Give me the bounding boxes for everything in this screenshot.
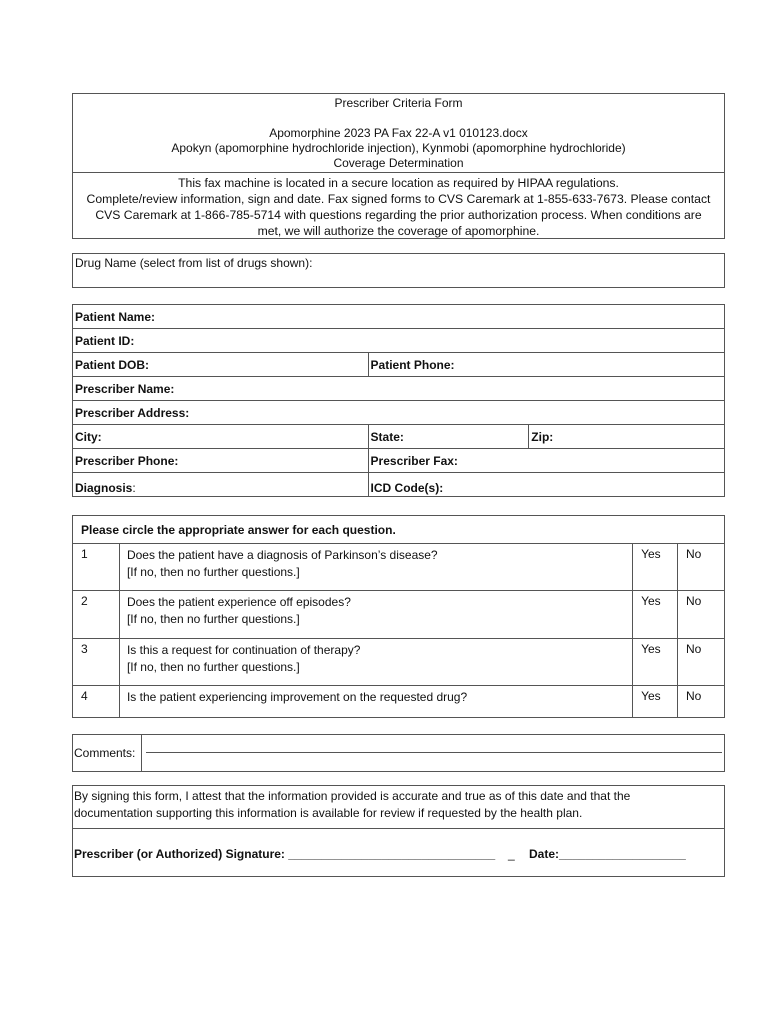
drug-list: Apokyn (apomorphine hydrochloride injection), Kynmobi (apomorphine hydrochloride) — [171, 141, 626, 155]
diagnosis-colon: : — [132, 481, 136, 495]
comments-label: Comments: — [74, 746, 136, 760]
question-cell — [119, 591, 632, 639]
attestation-divider — [73, 828, 724, 829]
prescriber-phone-field[interactable]: Prescriber Phone: — [73, 449, 369, 473]
question-cell — [119, 544, 632, 591]
patient-id-field[interactable]: Patient ID: — [73, 329, 725, 353]
date-field[interactable]: Date:___________________ — [529, 847, 686, 861]
question-note: [If no, then no further questions.] — [126, 612, 300, 626]
answer-no[interactable]: No — [678, 544, 725, 591]
questions-table — [72, 515, 725, 718]
diagnosis-field[interactable] — [73, 473, 369, 497]
signature-mark: _ — [508, 847, 515, 861]
notice-line: This fax machine is located in a secure location as required by HIPAA regulations. — [178, 176, 619, 190]
attestation-box — [72, 785, 725, 877]
question-number: 4 — [73, 686, 120, 718]
prescriber-fax-field[interactable]: Prescriber Fax: — [368, 449, 724, 473]
city-field[interactable]: City: — [73, 425, 369, 449]
question-text: Is this a request for continuation of therapy? — [126, 643, 361, 657]
question-number: 3 — [73, 639, 120, 686]
prescriber-address-field[interactable]: Prescriber Address: — [73, 401, 725, 425]
question-text: Does the patient have a diagnosis of Parkinson’s disease? — [126, 548, 438, 562]
questions-heading: Please circle the appropriate answer for each question. — [73, 516, 725, 544]
patient-phone-field[interactable]: Patient Phone: — [368, 353, 724, 377]
document-name: Apomorphine 2023 PA Fax 22-A v1 010123.docx — [269, 126, 528, 140]
comments-box — [72, 734, 725, 772]
notice-line: CVS Caremark at 1-866-785-5714 with questions regarding the prior authorization process. When conditions are — [95, 208, 702, 222]
zip-field[interactable]: Zip: — [529, 425, 725, 449]
answer-yes[interactable]: Yes — [633, 639, 678, 686]
form-title: Prescriber Criteria Form — [334, 96, 463, 110]
drug-name-field[interactable] — [72, 253, 725, 288]
notice-line: met, we will authorize the coverage of apomorphine. — [257, 224, 540, 238]
fax-notice — [72, 172, 725, 239]
icd-codes-field[interactable]: ICD Code(s): — [368, 473, 724, 497]
notice-line: Complete/review information, sign and date. Fax signed forms to CVS Caremark at 1-855-633-7673. Please contact — [86, 192, 711, 206]
answer-yes[interactable]: Yes — [633, 686, 678, 718]
question-text: Is the patient experiencing improvement on the requested drug? — [126, 690, 468, 704]
question-cell — [119, 686, 632, 718]
question-cell — [119, 639, 632, 686]
question-note: [If no, then no further questions.] — [126, 660, 300, 674]
coverage-determination: Coverage Determination — [333, 156, 464, 170]
patient-info-table — [72, 304, 725, 497]
attestation-line: By signing this form, I attest that the information provided is accurate and true as of this date and that the — [74, 789, 631, 803]
question-number: 1 — [73, 544, 120, 591]
drug-name-label: Drug Name (select from list of drugs shown): — [75, 256, 313, 270]
answer-no[interactable]: No — [678, 686, 725, 718]
signature-field[interactable]: Prescriber (or Authorized) Signature: _______________________________ — [74, 847, 496, 861]
comments-line — [146, 752, 722, 753]
state-field[interactable]: State: — [368, 425, 529, 449]
question-text: Does the patient experience off episodes? — [126, 595, 351, 609]
answer-no[interactable]: No — [678, 591, 725, 639]
diagnosis-label: Diagnosis — [75, 481, 133, 495]
comments-input[interactable] — [142, 735, 724, 771]
answer-yes[interactable]: Yes — [633, 544, 678, 591]
prescriber-name-field[interactable]: Prescriber Name: — [73, 377, 725, 401]
question-number: 2 — [73, 591, 120, 639]
answer-no[interactable]: No — [678, 639, 725, 686]
question-note: [If no, then no further questions.] — [126, 565, 300, 579]
attestation-line: documentation supporting this information is available for review if requested by the health plan. — [74, 806, 583, 820]
patient-name-field[interactable]: Patient Name: — [73, 305, 725, 329]
patient-dob-field[interactable]: Patient DOB: — [73, 353, 369, 377]
answer-yes[interactable]: Yes — [633, 591, 678, 639]
form-header — [72, 93, 725, 173]
